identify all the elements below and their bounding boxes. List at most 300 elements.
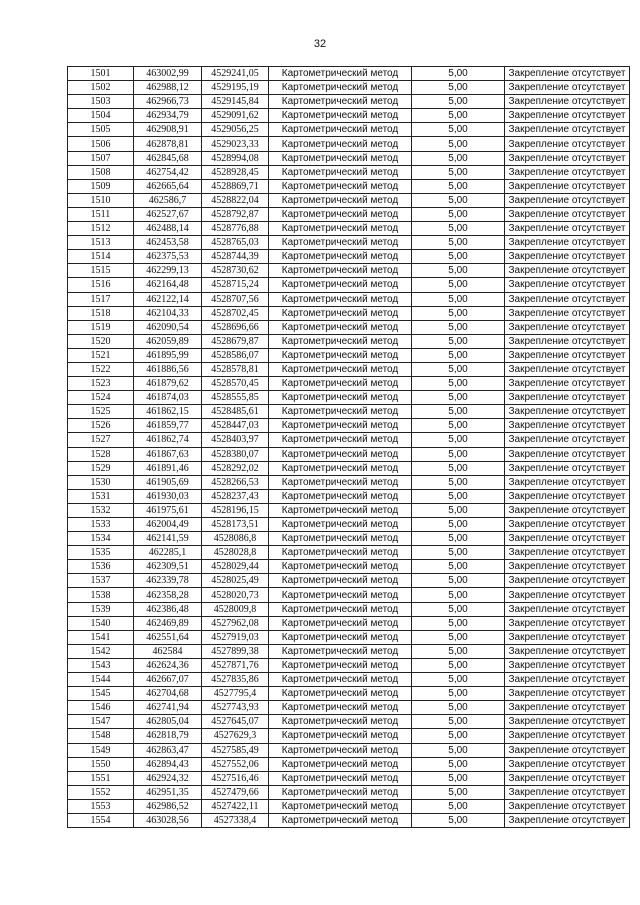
point-number-cell: 1531 <box>68 489 134 503</box>
x-coordinate-cell: 461867,63 <box>134 447 202 461</box>
fixing-cell: Закрепление отсутствует <box>505 419 630 433</box>
method-cell: Картометрический метод <box>269 151 412 165</box>
method-cell: Картометрический метод <box>269 165 412 179</box>
x-coordinate-cell: 462988,12 <box>134 81 202 95</box>
point-number-cell: 1537 <box>68 574 134 588</box>
accuracy-cell: 5,00 <box>412 306 505 320</box>
accuracy-cell: 5,00 <box>412 81 505 95</box>
table-row <box>68 405 630 419</box>
y-coordinate-cell: 4528086,8 <box>202 532 269 546</box>
method-cell: Картометрический метод <box>269 433 412 447</box>
fixing-cell: Закрепление отсутствует <box>505 785 630 799</box>
point-number-cell: 1549 <box>68 743 134 757</box>
table-row <box>68 518 630 532</box>
x-coordinate-cell: 462469,89 <box>134 616 202 630</box>
x-coordinate-cell: 462339,78 <box>134 574 202 588</box>
x-coordinate-cell: 462358,28 <box>134 588 202 602</box>
table-row <box>68 320 630 334</box>
coordinates-table <box>67 66 630 828</box>
fixing-cell: Закрепление отсутствует <box>505 729 630 743</box>
table-row <box>68 419 630 433</box>
x-coordinate-cell: 461874,03 <box>134 391 202 405</box>
point-number-cell: 1542 <box>68 644 134 658</box>
y-coordinate-cell: 4528555,85 <box>202 391 269 405</box>
point-number-cell: 1553 <box>68 799 134 813</box>
table-row <box>68 151 630 165</box>
y-coordinate-cell: 4527795,4 <box>202 687 269 701</box>
point-number-cell: 1509 <box>68 179 134 193</box>
coordinates-table-body <box>68 67 630 828</box>
table-row <box>68 729 630 743</box>
point-number-cell: 1505 <box>68 123 134 137</box>
x-coordinate-cell: 462386,48 <box>134 602 202 616</box>
x-coordinate-cell: 462845,68 <box>134 151 202 165</box>
method-cell: Картометрический метод <box>269 658 412 672</box>
method-cell: Картометрический метод <box>269 687 412 701</box>
method-cell: Картометрический метод <box>269 461 412 475</box>
y-coordinate-cell: 4528029,44 <box>202 560 269 574</box>
point-number-cell: 1533 <box>68 518 134 532</box>
accuracy-cell: 5,00 <box>412 165 505 179</box>
fixing-cell: Закрепление отсутствует <box>505 292 630 306</box>
y-coordinate-cell: 4527338,4 <box>202 813 269 827</box>
point-number-cell: 1513 <box>68 236 134 250</box>
table-row <box>68 207 630 221</box>
x-coordinate-cell: 462453,58 <box>134 236 202 250</box>
accuracy-cell: 5,00 <box>412 560 505 574</box>
y-coordinate-cell: 4527645,07 <box>202 715 269 729</box>
y-coordinate-cell: 4527835,86 <box>202 673 269 687</box>
method-cell: Картометрический метод <box>269 799 412 813</box>
fixing-cell: Закрепление отсутствует <box>505 475 630 489</box>
x-coordinate-cell: 462586,7 <box>134 193 202 207</box>
fixing-cell: Закрепление отсутствует <box>505 630 630 644</box>
accuracy-cell: 5,00 <box>412 377 505 391</box>
method-cell: Картометрический метод <box>269 193 412 207</box>
table-row <box>68 292 630 306</box>
x-coordinate-cell: 462894,43 <box>134 757 202 771</box>
x-coordinate-cell: 462704,68 <box>134 687 202 701</box>
y-coordinate-cell: 4528707,56 <box>202 292 269 306</box>
point-number-cell: 1522 <box>68 362 134 376</box>
method-cell: Картометрический метод <box>269 701 412 715</box>
fixing-cell: Закрепление отсутствует <box>505 602 630 616</box>
accuracy-cell: 5,00 <box>412 292 505 306</box>
accuracy-cell: 5,00 <box>412 207 505 221</box>
method-cell: Картометрический метод <box>269 222 412 236</box>
fixing-cell: Закрепление отсутствует <box>505 137 630 151</box>
point-number-cell: 1516 <box>68 278 134 292</box>
accuracy-cell: 5,00 <box>412 334 505 348</box>
fixing-cell: Закрепление отсутствует <box>505 278 630 292</box>
x-coordinate-cell: 461862,74 <box>134 433 202 447</box>
x-coordinate-cell: 461891,46 <box>134 461 202 475</box>
point-number-cell: 1552 <box>68 785 134 799</box>
y-coordinate-cell: 4529195,19 <box>202 81 269 95</box>
method-cell: Картометрический метод <box>269 179 412 193</box>
method-cell: Картометрический метод <box>269 729 412 743</box>
table-row <box>68 743 630 757</box>
y-coordinate-cell: 4528028,8 <box>202 546 269 560</box>
y-coordinate-cell: 4528994,08 <box>202 151 269 165</box>
accuracy-cell: 5,00 <box>412 362 505 376</box>
point-number-cell: 1545 <box>68 687 134 701</box>
y-coordinate-cell: 4527962,08 <box>202 616 269 630</box>
page-number: 32 <box>313 38 327 50</box>
fixing-cell: Закрепление отсутствует <box>505 405 630 419</box>
table-row <box>68 630 630 644</box>
accuracy-cell: 5,00 <box>412 588 505 602</box>
x-coordinate-cell: 462741,94 <box>134 701 202 715</box>
table-row <box>68 377 630 391</box>
point-number-cell: 1521 <box>68 348 134 362</box>
fixing-cell: Закрепление отсутствует <box>505 616 630 630</box>
method-cell: Картометрический метод <box>269 109 412 123</box>
y-coordinate-cell: 4528776,88 <box>202 222 269 236</box>
method-cell: Картометрический метод <box>269 489 412 503</box>
fixing-cell: Закрепление отсутствует <box>505 588 630 602</box>
table-row <box>68 673 630 687</box>
fixing-cell: Закрепление отсутствует <box>505 743 630 757</box>
x-coordinate-cell: 462584 <box>134 644 202 658</box>
fixing-cell: Закрепление отсутствует <box>505 236 630 250</box>
method-cell: Картометрический метод <box>269 503 412 517</box>
point-number-cell: 1507 <box>68 151 134 165</box>
point-number-cell: 1535 <box>68 546 134 560</box>
method-cell: Картометрический метод <box>269 616 412 630</box>
accuracy-cell: 5,00 <box>412 391 505 405</box>
fixing-cell: Закрепление отсутствует <box>505 673 630 687</box>
fixing-cell: Закрепление отсутствует <box>505 165 630 179</box>
table-row <box>68 532 630 546</box>
table-row <box>68 757 630 771</box>
x-coordinate-cell: 463028,56 <box>134 813 202 827</box>
fixing-cell: Закрепление отсутствует <box>505 799 630 813</box>
table-row <box>68 701 630 715</box>
method-cell: Картометрический метод <box>269 644 412 658</box>
y-coordinate-cell: 4527516,46 <box>202 771 269 785</box>
x-coordinate-cell: 461859,77 <box>134 419 202 433</box>
method-cell: Картометрический метод <box>269 518 412 532</box>
point-number-cell: 1524 <box>68 391 134 405</box>
method-cell: Картометрический метод <box>269 123 412 137</box>
table-row <box>68 95 630 109</box>
y-coordinate-cell: 4528578,81 <box>202 362 269 376</box>
point-number-cell: 1536 <box>68 560 134 574</box>
y-coordinate-cell: 4528792,87 <box>202 207 269 221</box>
table-row <box>68 489 630 503</box>
method-cell: Картометрический метод <box>269 264 412 278</box>
point-number-cell: 1546 <box>68 701 134 715</box>
point-number-cell: 1538 <box>68 588 134 602</box>
y-coordinate-cell: 4528292,02 <box>202 461 269 475</box>
fixing-cell: Закрепление отсутствует <box>505 207 630 221</box>
accuracy-cell: 5,00 <box>412 320 505 334</box>
x-coordinate-cell: 462665,64 <box>134 179 202 193</box>
table-row <box>68 503 630 517</box>
table-row <box>68 574 630 588</box>
x-coordinate-cell: 462805,04 <box>134 715 202 729</box>
fixing-cell: Закрепление отсутствует <box>505 574 630 588</box>
x-coordinate-cell: 462934,79 <box>134 109 202 123</box>
method-cell: Картометрический метод <box>269 362 412 376</box>
x-coordinate-cell: 462878,81 <box>134 137 202 151</box>
x-coordinate-cell: 462624,36 <box>134 658 202 672</box>
accuracy-cell: 5,00 <box>412 658 505 672</box>
method-cell: Картометрический метод <box>269 757 412 771</box>
y-coordinate-cell: 4528679,87 <box>202 334 269 348</box>
fixing-cell: Закрепление отсутствует <box>505 461 630 475</box>
point-number-cell: 1517 <box>68 292 134 306</box>
y-coordinate-cell: 4527479,66 <box>202 785 269 799</box>
table-row <box>68 616 630 630</box>
x-coordinate-cell: 462122,14 <box>134 292 202 306</box>
method-cell: Картометрический метод <box>269 419 412 433</box>
x-coordinate-cell: 462164,48 <box>134 278 202 292</box>
fixing-cell: Закрепление отсутствует <box>505 546 630 560</box>
y-coordinate-cell: 4528196,15 <box>202 503 269 517</box>
table-row <box>68 433 630 447</box>
accuracy-cell: 5,00 <box>412 602 505 616</box>
fixing-cell: Закрепление отсутствует <box>505 757 630 771</box>
fixing-cell: Закрепление отсутствует <box>505 644 630 658</box>
method-cell: Картометрический метод <box>269 137 412 151</box>
method-cell: Картометрический метод <box>269 67 412 81</box>
y-coordinate-cell: 4528020,73 <box>202 588 269 602</box>
x-coordinate-cell: 462004,49 <box>134 518 202 532</box>
y-coordinate-cell: 4528730,62 <box>202 264 269 278</box>
point-number-cell: 1523 <box>68 377 134 391</box>
table-row <box>68 658 630 672</box>
accuracy-cell: 5,00 <box>412 236 505 250</box>
y-coordinate-cell: 4527899,38 <box>202 644 269 658</box>
y-coordinate-cell: 4527585,49 <box>202 743 269 757</box>
method-cell: Картометрический метод <box>269 447 412 461</box>
fixing-cell: Закрепление отсутствует <box>505 151 630 165</box>
fixing-cell: Закрепление отсутствует <box>505 179 630 193</box>
fixing-cell: Закрепление отсутствует <box>505 95 630 109</box>
table-row <box>68 193 630 207</box>
point-number-cell: 1547 <box>68 715 134 729</box>
x-coordinate-cell: 462375,53 <box>134 250 202 264</box>
method-cell: Картометрический метод <box>269 532 412 546</box>
x-coordinate-cell: 461879,62 <box>134 377 202 391</box>
accuracy-cell: 5,00 <box>412 799 505 813</box>
y-coordinate-cell: 4528025,49 <box>202 574 269 588</box>
method-cell: Картометрический метод <box>269 630 412 644</box>
fixing-cell: Закрепление отсутствует <box>505 320 630 334</box>
y-coordinate-cell: 4528696,66 <box>202 320 269 334</box>
fixing-cell: Закрепление отсутствует <box>505 658 630 672</box>
accuracy-cell: 5,00 <box>412 644 505 658</box>
point-number-cell: 1518 <box>68 306 134 320</box>
fixing-cell: Закрепление отсутствует <box>505 489 630 503</box>
table-row <box>68 602 630 616</box>
fixing-cell: Закрепление отсутствует <box>505 447 630 461</box>
fixing-cell: Закрепление отсутствует <box>505 518 630 532</box>
point-number-cell: 1541 <box>68 630 134 644</box>
accuracy-cell: 5,00 <box>412 687 505 701</box>
accuracy-cell: 5,00 <box>412 109 505 123</box>
y-coordinate-cell: 4527871,76 <box>202 658 269 672</box>
y-coordinate-cell: 4529091,62 <box>202 109 269 123</box>
y-coordinate-cell: 4527629,3 <box>202 729 269 743</box>
table-row <box>68 771 630 785</box>
table-row <box>68 165 630 179</box>
accuracy-cell: 5,00 <box>412 503 505 517</box>
method-cell: Картометрический метод <box>269 81 412 95</box>
method-cell: Картометрический метод <box>269 574 412 588</box>
x-coordinate-cell: 462966,73 <box>134 95 202 109</box>
table-row <box>68 588 630 602</box>
point-number-cell: 1503 <box>68 95 134 109</box>
table-row <box>68 447 630 461</box>
y-coordinate-cell: 4528380,07 <box>202 447 269 461</box>
y-coordinate-cell: 4528173,51 <box>202 518 269 532</box>
method-cell: Картометрический метод <box>269 602 412 616</box>
point-number-cell: 1506 <box>68 137 134 151</box>
fixing-cell: Закрепление отсутствует <box>505 67 630 81</box>
x-coordinate-cell: 463002,99 <box>134 67 202 81</box>
y-coordinate-cell: 4527552,06 <box>202 757 269 771</box>
fixing-cell: Закрепление отсутствует <box>505 250 630 264</box>
accuracy-cell: 5,00 <box>412 532 505 546</box>
accuracy-cell: 5,00 <box>412 151 505 165</box>
table-row <box>68 109 630 123</box>
point-number-cell: 1539 <box>68 602 134 616</box>
y-coordinate-cell: 4528586,07 <box>202 348 269 362</box>
x-coordinate-cell: 462141,59 <box>134 532 202 546</box>
method-cell: Картометрический метод <box>269 320 412 334</box>
y-coordinate-cell: 4529056,25 <box>202 123 269 137</box>
x-coordinate-cell: 462527,67 <box>134 207 202 221</box>
fixing-cell: Закрепление отсутствует <box>505 433 630 447</box>
accuracy-cell: 5,00 <box>412 447 505 461</box>
accuracy-cell: 5,00 <box>412 123 505 137</box>
method-cell: Картометрический метод <box>269 334 412 348</box>
fixing-cell: Закрепление отсутствует <box>505 771 630 785</box>
x-coordinate-cell: 461930,03 <box>134 489 202 503</box>
table-row <box>68 813 630 827</box>
method-cell: Картометрический метод <box>269 813 412 827</box>
table-row <box>68 179 630 193</box>
x-coordinate-cell: 462309,51 <box>134 560 202 574</box>
x-coordinate-cell: 462818,79 <box>134 729 202 743</box>
x-coordinate-cell: 461895,99 <box>134 348 202 362</box>
point-number-cell: 1504 <box>68 109 134 123</box>
table-row <box>68 306 630 320</box>
fixing-cell: Закрепление отсутствует <box>505 193 630 207</box>
fixing-cell: Закрепление отсутствует <box>505 264 630 278</box>
fixing-cell: Закрепление отсутствует <box>505 532 630 546</box>
fixing-cell: Закрепление отсутствует <box>505 391 630 405</box>
x-coordinate-cell: 461905,69 <box>134 475 202 489</box>
x-coordinate-cell: 462951,35 <box>134 785 202 799</box>
point-number-cell: 1550 <box>68 757 134 771</box>
x-coordinate-cell: 462488,14 <box>134 222 202 236</box>
accuracy-cell: 5,00 <box>412 475 505 489</box>
point-number-cell: 1520 <box>68 334 134 348</box>
y-coordinate-cell: 4528485,61 <box>202 405 269 419</box>
accuracy-cell: 5,00 <box>412 489 505 503</box>
accuracy-cell: 5,00 <box>412 518 505 532</box>
table-row <box>68 391 630 405</box>
table-row <box>68 715 630 729</box>
point-number-cell: 1530 <box>68 475 134 489</box>
method-cell: Картометрический метод <box>269 673 412 687</box>
fixing-cell: Закрепление отсутствует <box>505 306 630 320</box>
accuracy-cell: 5,00 <box>412 433 505 447</box>
method-cell: Картометрический метод <box>269 278 412 292</box>
method-cell: Картометрический метод <box>269 95 412 109</box>
y-coordinate-cell: 4528744,39 <box>202 250 269 264</box>
table-row <box>68 250 630 264</box>
fixing-cell: Закрепление отсутствует <box>505 813 630 827</box>
accuracy-cell: 5,00 <box>412 278 505 292</box>
x-coordinate-cell: 461862,15 <box>134 405 202 419</box>
accuracy-cell: 5,00 <box>412 771 505 785</box>
accuracy-cell: 5,00 <box>412 743 505 757</box>
y-coordinate-cell: 4528266,53 <box>202 475 269 489</box>
x-coordinate-cell: 462924,32 <box>134 771 202 785</box>
accuracy-cell: 5,00 <box>412 405 505 419</box>
point-number-cell: 1526 <box>68 419 134 433</box>
fixing-cell: Закрепление отсутствует <box>505 81 630 95</box>
accuracy-cell: 5,00 <box>412 179 505 193</box>
method-cell: Картометрический метод <box>269 236 412 250</box>
method-cell: Картометрический метод <box>269 306 412 320</box>
accuracy-cell: 5,00 <box>412 574 505 588</box>
method-cell: Картометрический метод <box>269 348 412 362</box>
table-row <box>68 475 630 489</box>
table-row <box>68 785 630 799</box>
table-row <box>68 123 630 137</box>
y-coordinate-cell: 4528765,03 <box>202 236 269 250</box>
method-cell: Картометрический метод <box>269 475 412 489</box>
method-cell: Картометрический метод <box>269 546 412 560</box>
y-coordinate-cell: 4528715,24 <box>202 278 269 292</box>
x-coordinate-cell: 462863,47 <box>134 743 202 757</box>
x-coordinate-cell: 461886,56 <box>134 362 202 376</box>
table-row <box>68 362 630 376</box>
x-coordinate-cell: 462299,13 <box>134 264 202 278</box>
point-number-cell: 1511 <box>68 207 134 221</box>
accuracy-cell: 5,00 <box>412 264 505 278</box>
accuracy-cell: 5,00 <box>412 250 505 264</box>
fixing-cell: Закрепление отсутствует <box>505 715 630 729</box>
accuracy-cell: 5,00 <box>412 419 505 433</box>
accuracy-cell: 5,00 <box>412 757 505 771</box>
table-row <box>68 81 630 95</box>
method-cell: Картометрический метод <box>269 250 412 264</box>
accuracy-cell: 5,00 <box>412 193 505 207</box>
point-number-cell: 1508 <box>68 165 134 179</box>
y-coordinate-cell: 4528237,43 <box>202 489 269 503</box>
point-number-cell: 1543 <box>68 658 134 672</box>
accuracy-cell: 5,00 <box>412 616 505 630</box>
table-row <box>68 222 630 236</box>
point-number-cell: 1551 <box>68 771 134 785</box>
y-coordinate-cell: 4529145,84 <box>202 95 269 109</box>
point-number-cell: 1528 <box>68 447 134 461</box>
method-cell: Картометрический метод <box>269 292 412 306</box>
x-coordinate-cell: 461975,61 <box>134 503 202 517</box>
table-row <box>68 461 630 475</box>
point-number-cell: 1514 <box>68 250 134 264</box>
table-row <box>68 560 630 574</box>
point-number-cell: 1532 <box>68 503 134 517</box>
accuracy-cell: 5,00 <box>412 67 505 81</box>
